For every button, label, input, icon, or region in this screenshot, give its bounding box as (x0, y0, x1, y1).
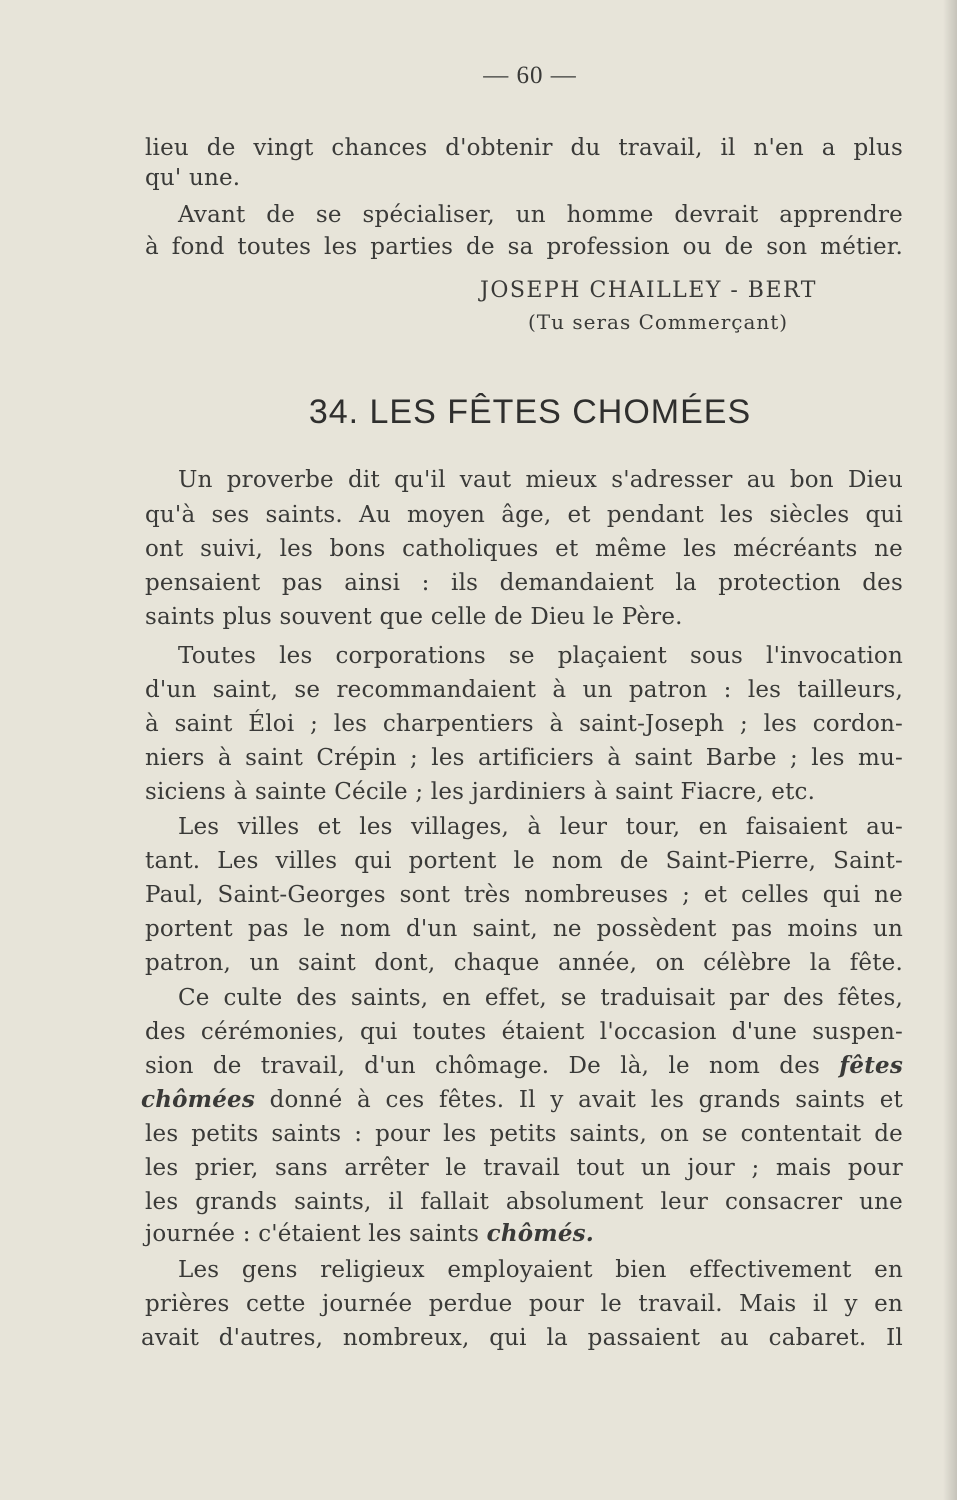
text-line: siciens à sainte Cécile ; les jardiniers à saint Fiacre, etc. (145, 779, 816, 805)
text-line: niers à saint Crépin ; les artificiers à saint Barbe ; les mu- (145, 745, 903, 771)
page-number: — 60 — (483, 62, 577, 89)
text-line: qu'à ses saints. Au moyen âge, et pendant les siècles qui (145, 502, 903, 528)
text-line: à saint Éloi ; les charpentiers à saint-Joseph ; les cordon- (145, 711, 903, 737)
text-line: Un proverbe dit qu'il vaut mieux s'adresser au bon Dieu (178, 467, 903, 493)
text-line: Les gens religieux employaient bien effectivement en (178, 1257, 903, 1283)
text-line: qu' une. (145, 165, 241, 191)
text-line: Avant de se spécialiser, un homme devrait apprendre (178, 202, 903, 228)
quote-author: JOSEPH CHAILLEY - BERT (480, 278, 817, 303)
text-line: les grands saints, il fallait absolument leur consacrer une (145, 1189, 903, 1215)
chapter-title: 34. LES FÊTES CHOMÉES (308, 393, 752, 431)
text-line: portent pas le nom d'un saint, ne possèdent pas moins un (145, 916, 903, 942)
text-line: ont suivi, les bons catholiques et même les mécréants ne (145, 536, 903, 562)
text-line (145, 1051, 903, 1081)
text-line: saints plus souvent que celle de Dieu le Père. (145, 604, 683, 630)
text-line: à fond toutes les parties de sa profession ou de son métier. (145, 234, 903, 260)
text-line: lieu de vingt chances d'obtenir du travail, il n'en a plus (145, 135, 903, 161)
page-edge-shadow (943, 0, 957, 1500)
text-line: Les villes et les villages, à leur tour, en faisaient au- (178, 814, 903, 840)
text-line: d'un saint, se recommandaient à un patron : les tailleurs, (145, 677, 903, 703)
text-line: avait d'autres, nombreux, qui la passaient au cabaret. Il (141, 1325, 903, 1351)
text-line: tant. Les villes qui portent le nom de Saint-Pierre, Saint- (145, 848, 903, 874)
text-line: prières cette journée perdue pour le travail. Mais il y en (145, 1291, 903, 1317)
italic-term: fêtes (839, 1052, 903, 1079)
text-fragment: journée : c'étaient les saints (145, 1221, 480, 1247)
text-line: Toutes les corporations se plaçaient sous l'invocation (178, 643, 903, 669)
text-line (141, 1085, 903, 1115)
text-fragment: donné à ces fêtes. Il y avait les grands saints et (269, 1087, 903, 1113)
text-line: patron, un saint dont, chaque année, on célèbre la fête. (145, 950, 903, 976)
text-line: les prier, sans arrêter le travail tout un jour ; mais pour (145, 1155, 903, 1181)
text-line: pensaient pas ainsi : ils demandaient la protection des (145, 570, 903, 596)
text-line (145, 1219, 594, 1249)
text-line: des cérémonies, qui toutes étaient l'occasion d'une suspen- (145, 1019, 903, 1045)
text-fragment: sion de travail, d'un chômage. De là, le nom des (145, 1053, 821, 1079)
text-line: Paul, Saint-Georges sont très nombreuses ; et celles qui ne (145, 882, 903, 908)
text-line: Ce culte des saints, en effet, se traduisait par des fêtes, (178, 985, 903, 1011)
italic-term: chômés. (486, 1220, 595, 1247)
text-line: les petits saints : pour les petits saints, on se contentait de (145, 1121, 903, 1147)
italic-term: chômées (141, 1086, 256, 1113)
quote-source: (Tu seras Commerçant) (528, 310, 789, 334)
